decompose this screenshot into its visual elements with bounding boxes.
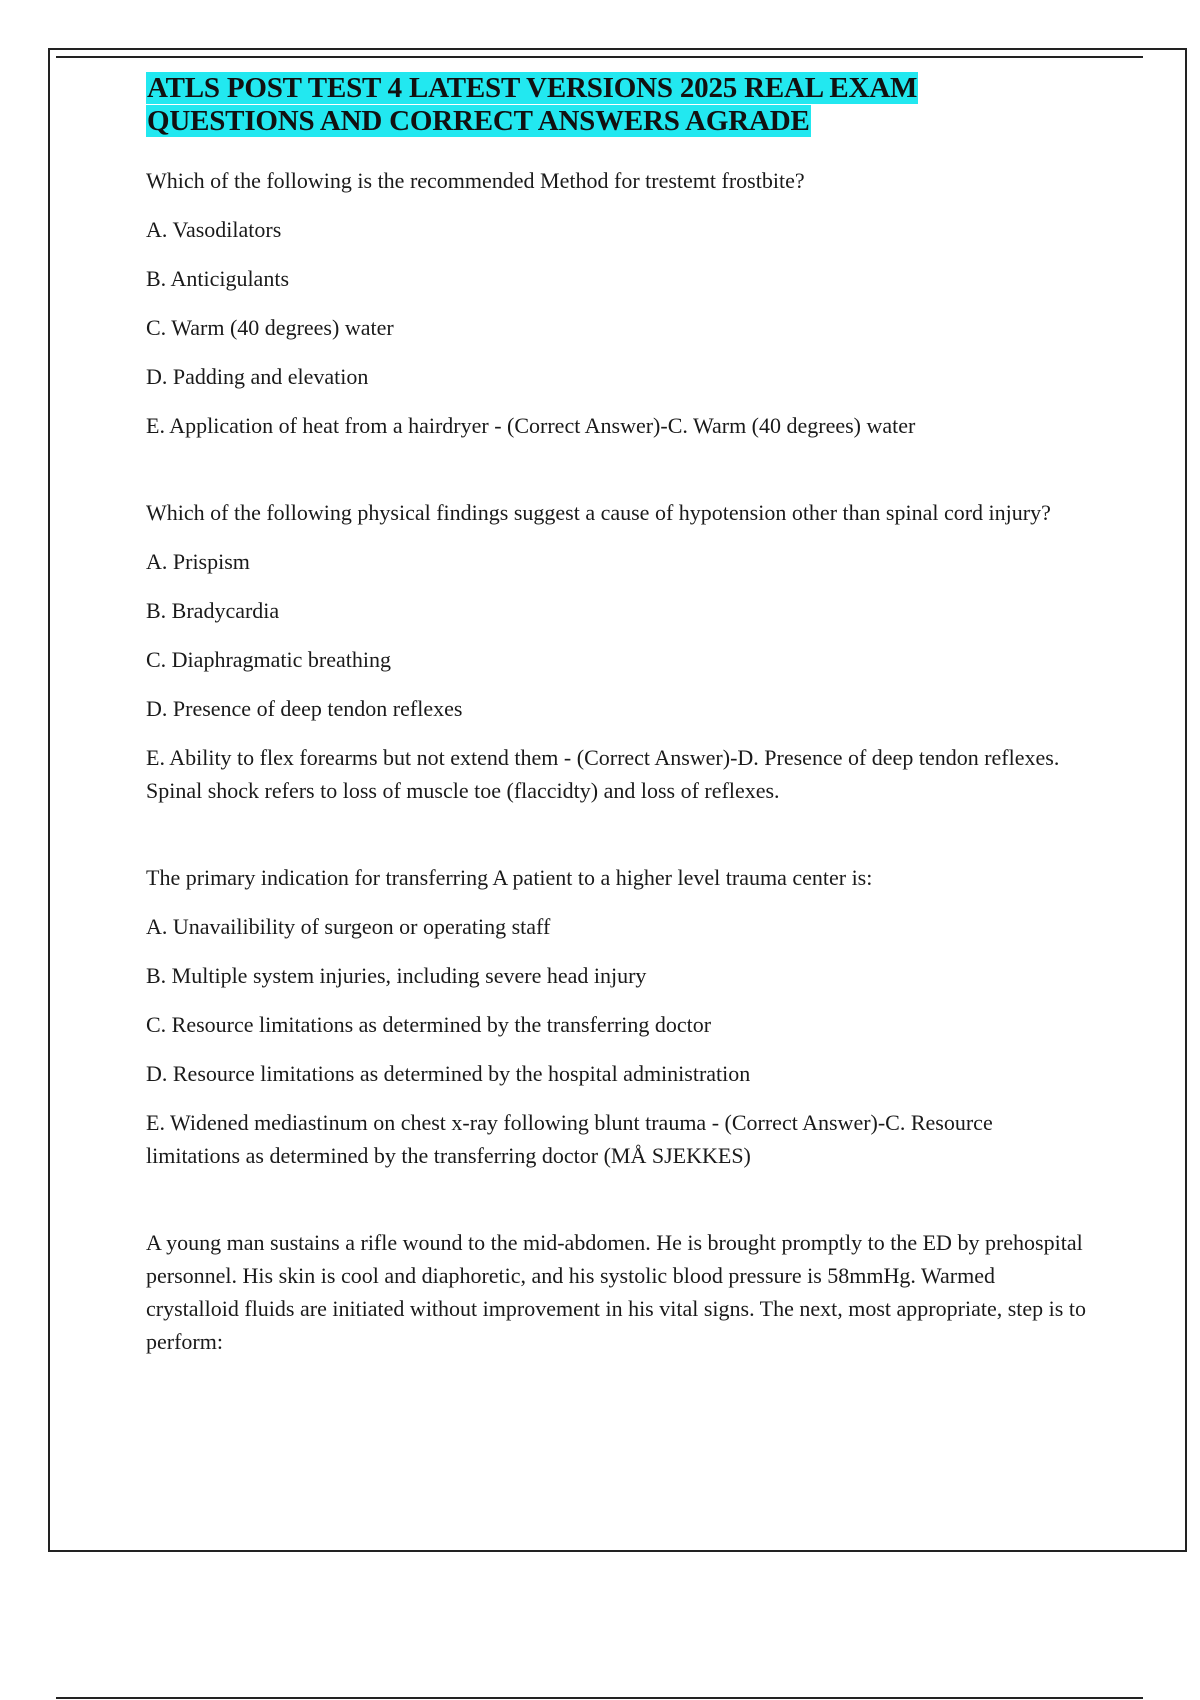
answer-option: A. Unavailibility of surgeon or operating staff <box>146 914 551 939</box>
answer-option: A. Vasodilators <box>146 217 282 242</box>
answer-option: C. Diaphragmatic breathing <box>146 647 391 672</box>
document-body <box>146 72 1086 1412</box>
question-4 <box>146 1226 1086 1358</box>
question-1 <box>146 164 1086 442</box>
answer-option-with-correct-answer: E. Application of heat from a hairdryer - (Correct Answer)-C. Warm (40 degrees) water <box>146 413 916 438</box>
answer-option: D. Padding and elevation <box>146 364 369 389</box>
document-title <box>146 72 1086 138</box>
question-2 <box>146 496 1086 807</box>
answer-option: A. Prispism <box>146 549 250 574</box>
answer-option-with-correct-answer: E. Ability to flex forearms but not extend them - (Correct Answer)-D. Presence of deep tendon reflexes. Spinal shock refers to loss of muscle toe (flaccidty) and loss of reflexes. <box>146 745 1060 803</box>
answer-option: B. Multiple system injuries, including severe head injury <box>146 963 647 988</box>
question-text: The primary indication for transferring A patient to a higher level trauma center is: <box>146 865 873 890</box>
answer-option: D. Presence of deep tendon reflexes <box>146 696 463 721</box>
question-3 <box>146 861 1086 1172</box>
answer-option: C. Resource limitations as determined by the transferring doctor <box>146 1012 712 1037</box>
top-divider <box>56 56 1143 58</box>
answer-option-with-correct-answer: E. Widened mediastinum on chest x-ray following blunt trauma - (Correct Answer)-C. Resource limitations as determined by the transferring doctor (MÅ SJEKKES) <box>146 1110 993 1168</box>
answer-option: B. Anticigulants <box>146 266 289 291</box>
answer-option: D. Resource limitations as determined by the hospital administration <box>146 1061 751 1086</box>
question-text: Which of the following physical findings suggest a cause of hypotension other than spinal cord injury? <box>146 500 1051 525</box>
answer-option: B. Bradycardia <box>146 598 280 623</box>
title-highlight: ATLS POST TEST 4 LATEST VERSIONS 2025 REAL EXAM QUESTIONS AND CORRECT ANSWERS AGRADE <box>147 72 918 137</box>
question-text: A young man sustains a rifle wound to the mid-abdomen. He is brought promptly to the ED by prehospital personnel. His skin is cool and diaphoretic, and his systolic blood pressure is 58mmHg. Warmed crystalloid fluids are initiated without improvement in his vital signs. The next, most appropriate, step is to perform: <box>146 1230 1086 1354</box>
answer-option: C. Warm (40 degrees) water <box>146 315 394 340</box>
bottom-divider <box>56 1697 1143 1699</box>
question-text: Which of the following is the recommended Method for trestemt frostbite? <box>146 168 805 193</box>
